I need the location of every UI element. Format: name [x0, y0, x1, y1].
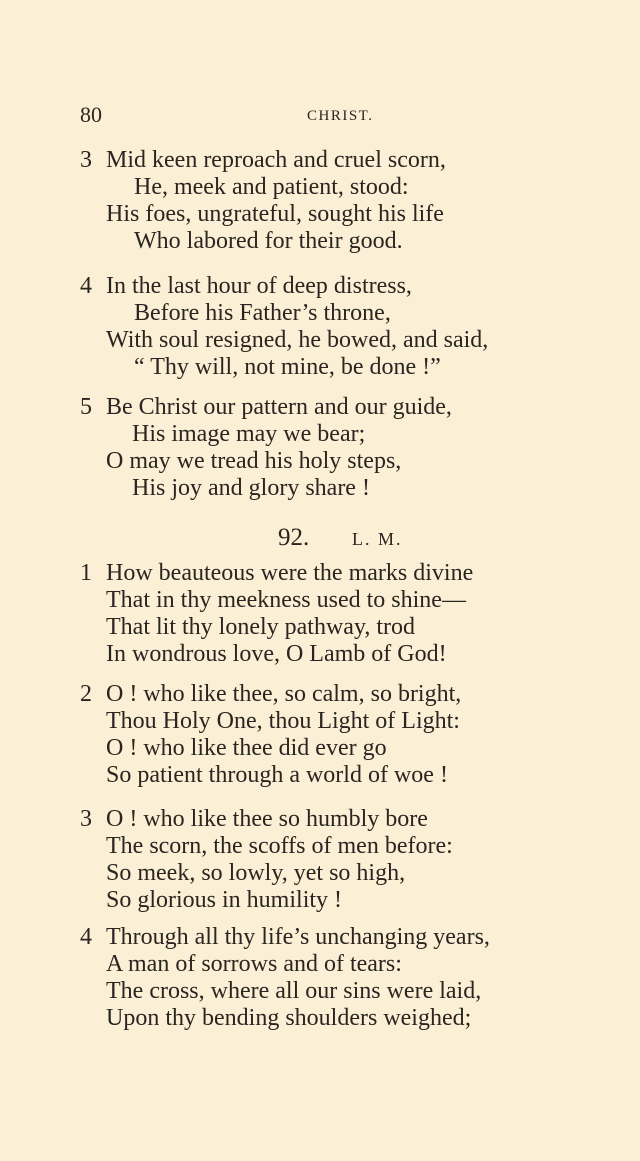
stanza-number: 4	[80, 273, 92, 299]
verse-line: So glorious in humility !	[106, 887, 343, 913]
verse-line: He, meek and patient, stood:	[134, 174, 409, 200]
verse-line: Be Christ our pattern and our guide,	[106, 394, 452, 420]
verse-line: Through all thy life’s unchanging years,	[106, 924, 490, 950]
stanza-number: 5	[80, 394, 92, 420]
page-number: 80	[80, 102, 102, 127]
verse-line: That in thy meekness used to shine—	[106, 587, 466, 613]
verse-line: Who labored for their good.	[134, 228, 403, 254]
verse-line: That lit thy lonely pathway, trod	[106, 614, 416, 640]
verse-line: Mid keen reproach and cruel scorn,	[106, 147, 446, 173]
verse-line: How beauteous were the marks divine	[106, 560, 474, 586]
verse-line: O ! who like thee, so calm, so bright,	[106, 681, 462, 707]
verse-line: His image may we bear;	[132, 421, 366, 447]
verse-line: O ! who like thee did ever go	[106, 735, 387, 761]
hymn-meter: L. M.	[352, 529, 403, 549]
page-header	[80, 102, 380, 132]
verse-line: Upon thy bending shoulders weighed;	[106, 1005, 472, 1031]
verse-line: The scorn, the scoffs of men before:	[106, 833, 453, 859]
verse-line: With soul resigned, he bowed, and said,	[106, 327, 489, 353]
hymn-number: 92.	[278, 524, 310, 551]
verse-line: So meek, so lowly, yet so high,	[106, 860, 406, 886]
verse-line: His foes, ungrateful, sought his life	[106, 201, 444, 227]
verse-line: O may we tread his holy steps,	[106, 448, 402, 474]
stanza-number: 2	[80, 681, 92, 707]
running-head: CHRIST.	[307, 108, 374, 124]
verse-line: In wondrous love, O Lamb of God!	[106, 641, 447, 667]
stanza-number: 3	[80, 806, 92, 832]
stanza-number: 4	[80, 924, 92, 950]
verse-line: The cross, where all our sins were laid,	[106, 978, 482, 1004]
verse-line: Thou Holy One, thou Light of Light:	[106, 708, 460, 734]
verse-line: A man of sorrows and of tears:	[106, 951, 402, 977]
verse-line: In the last hour of deep distress,	[106, 273, 412, 299]
stanza-number: 3	[80, 147, 92, 173]
stanza-number: 1	[80, 560, 92, 586]
hymn-heading	[270, 524, 470, 554]
verse-line: “ Thy will, not mine, be done !”	[134, 354, 441, 380]
verse-line: His joy and glory share !	[132, 475, 370, 501]
verse-line: So patient through a world of woe !	[106, 762, 448, 788]
verse-line: O ! who like thee so humbly bore	[106, 806, 428, 832]
verse-line: Before his Father’s throne,	[134, 300, 391, 326]
